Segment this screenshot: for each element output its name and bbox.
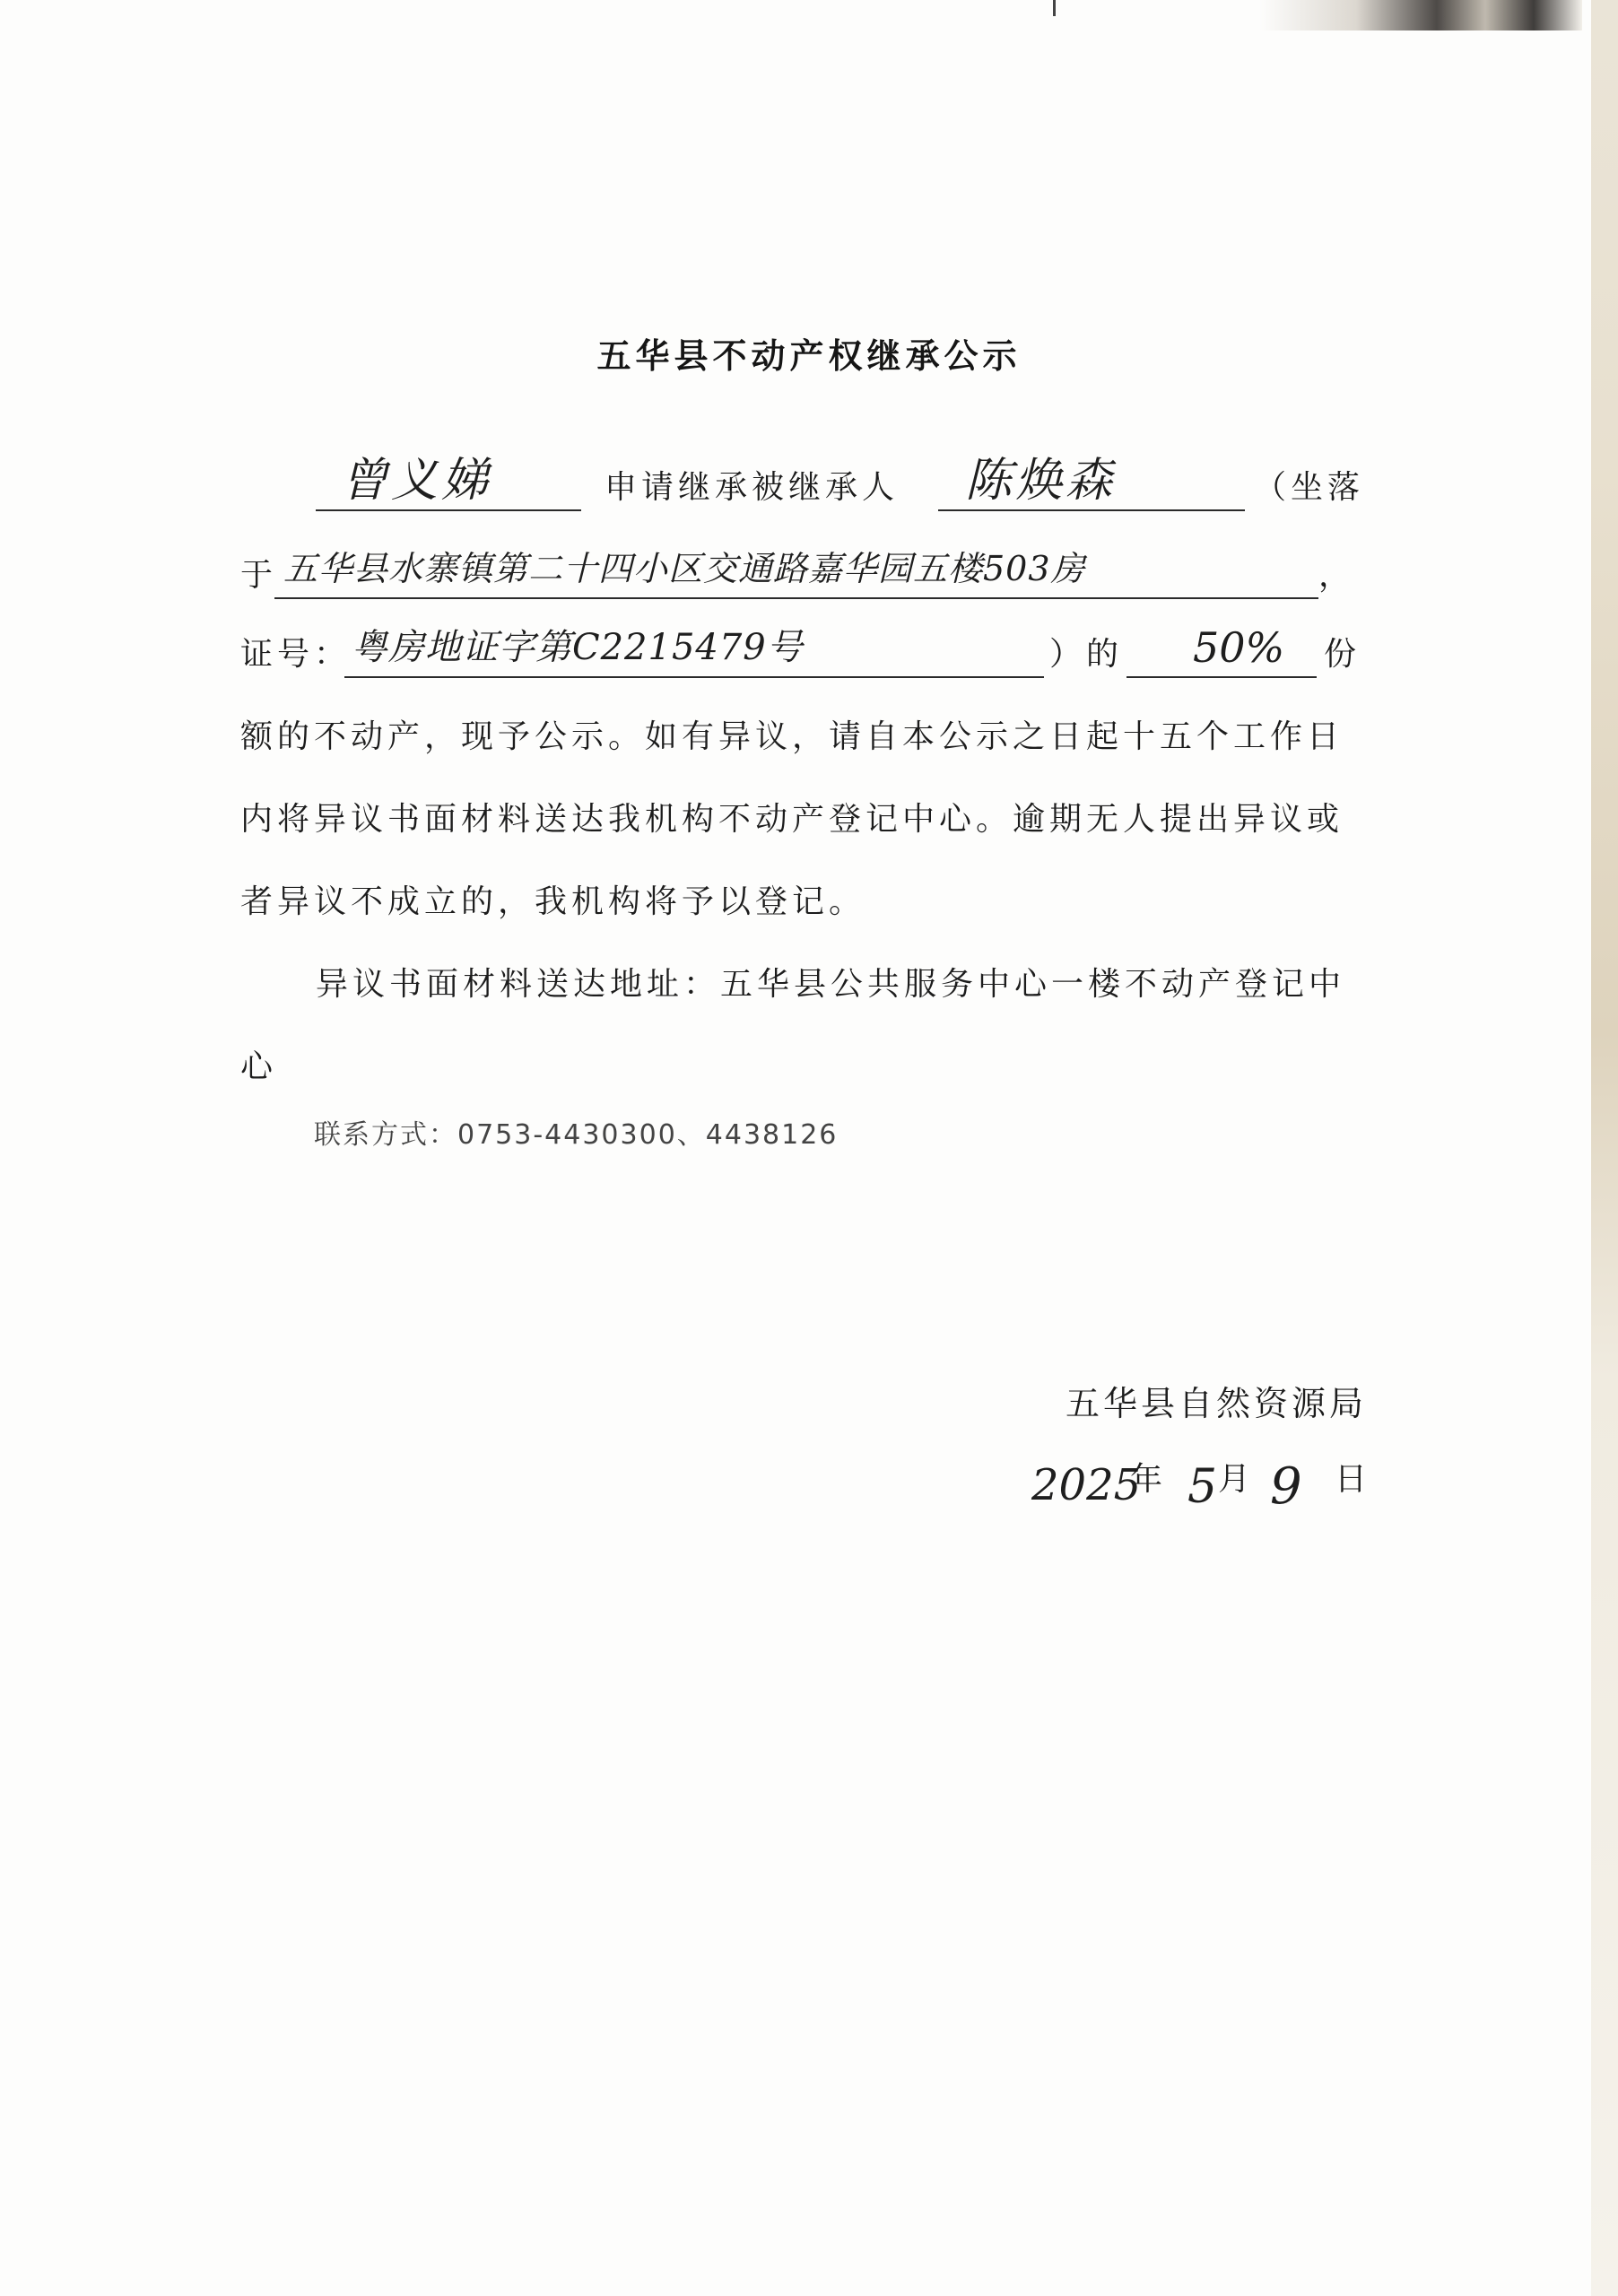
body-line-1: 额的不动产，现予公示。如有异议，请自本公示之日起十五个工作日: [240, 718, 1344, 755]
text-share-unit: 份: [1324, 636, 1361, 673]
date-month-label: 月: [1218, 1461, 1256, 1498]
date-month: 5: [1187, 1460, 1218, 1514]
text-located-at: 于: [240, 557, 278, 594]
date-year: 2025: [1031, 1460, 1142, 1510]
decedent-name: 陈焕森: [965, 454, 1117, 508]
certificate-number: 粤房地证字第C2215479号: [352, 627, 804, 668]
text-cert-close: ）的: [1049, 636, 1124, 673]
objection-address-line-2: 心: [240, 1048, 278, 1085]
date-day: 9: [1270, 1457, 1302, 1516]
date-year-label: 年: [1130, 1461, 1168, 1498]
property-address: 五华县水寨镇第二十四小区交通路嘉华园五楼503房: [283, 549, 1086, 588]
applicant-name: 曾义娣: [341, 454, 492, 508]
notice-title: 五华县不动产权继承公示: [596, 336, 1022, 376]
issue-date: [1031, 1453, 1372, 1525]
scan-artifact-mark: [1053, 0, 1056, 16]
issuer-name: 五华县自然资源局: [1065, 1384, 1367, 1423]
body-line-2: 内将异议书面材料送达我机构不动产登记中心。逾期无人提出异议或: [240, 801, 1344, 838]
text-comma: ，: [1318, 557, 1356, 594]
scan-artifact-top: [1259, 0, 1582, 30]
share-percent: 50%: [1193, 623, 1285, 672]
contact-info: 联系方式：0753-4430300、4438126: [314, 1119, 839, 1151]
date-day-label: 日: [1335, 1461, 1372, 1498]
text-located-open: （坐落: [1254, 469, 1365, 506]
text-apply: 申请继承被继承人: [605, 469, 900, 506]
body-line-3: 者异议不成立的，我机构将予以登记。: [240, 883, 866, 920]
objection-address-line-1: 异议书面材料送达地址：五华县公共服务中心一楼不动产登记中: [316, 966, 1346, 1003]
text-cert-label: 证号：: [240, 636, 352, 673]
